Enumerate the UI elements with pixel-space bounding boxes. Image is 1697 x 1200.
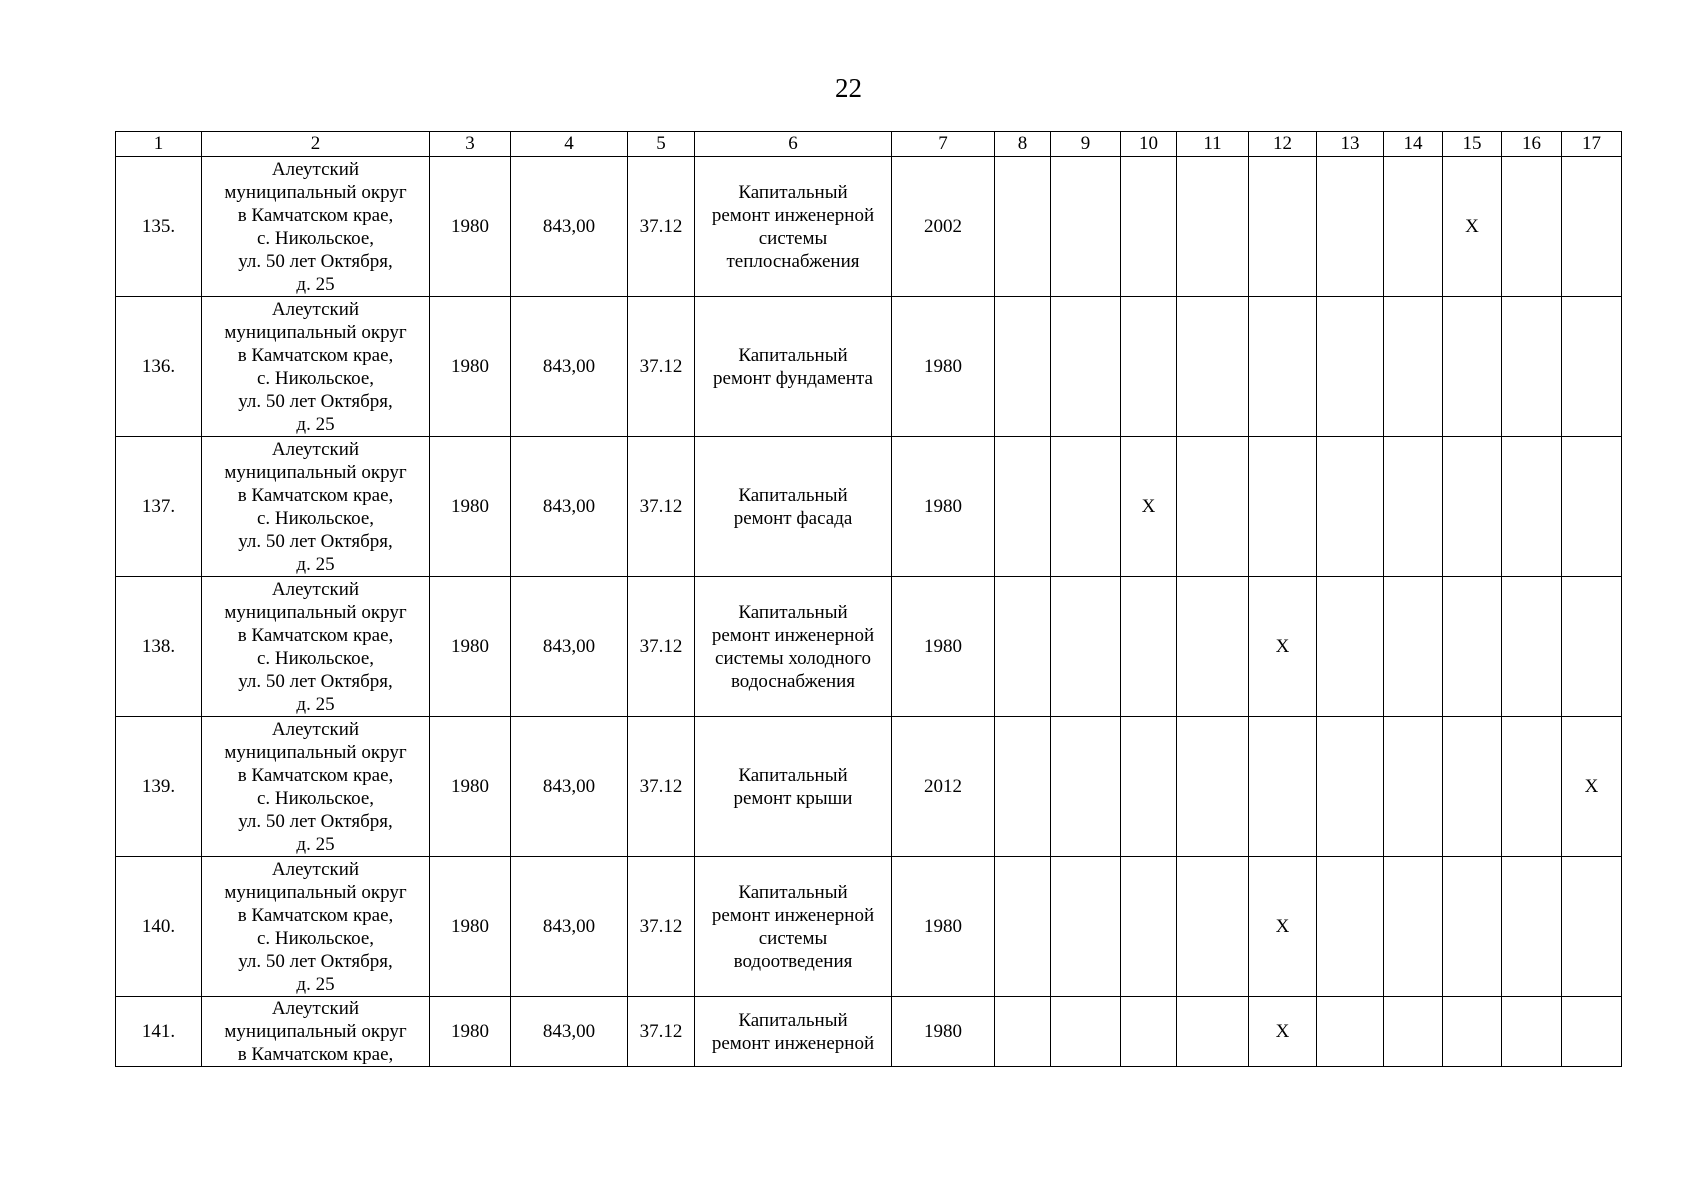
period-mark-cell <box>1502 717 1562 857</box>
repair-year-cell: 2012 <box>892 717 995 857</box>
period-mark-cell <box>1384 997 1443 1067</box>
work-type-cell-line: ремонт фундамента <box>713 367 873 389</box>
work-type-cell-line: Капитальный <box>738 601 848 623</box>
period-mark-cell <box>1384 297 1443 437</box>
period-mark-cell <box>1502 157 1562 297</box>
repair-year-cell: 1980 <box>892 997 995 1067</box>
period-mark-cell <box>1177 577 1249 717</box>
period-mark-cell: X <box>1121 437 1177 577</box>
area-cell: 843,00 <box>511 297 628 437</box>
work-type-cell-line: Капитальный <box>738 764 848 786</box>
address-cell-line: д. 25 <box>296 833 335 855</box>
period-mark-cell <box>1317 297 1384 437</box>
address-cell-line: Алеутский <box>271 998 360 1019</box>
repair-year-cell: 1980 <box>892 857 995 997</box>
address-cell-line: муниципальный округ <box>224 1021 407 1042</box>
period-mark-cell <box>1121 157 1177 297</box>
address-cell-line: в Камчатском крае, <box>237 904 394 926</box>
address-cell-line: с. Никольское, <box>256 507 375 529</box>
period-mark-cell <box>1384 157 1443 297</box>
period-mark-cell <box>1317 997 1384 1067</box>
work-type-cell-line: ремонт инженерной <box>711 1032 875 1054</box>
row-number-cell: 140. <box>116 857 202 997</box>
period-mark-cell <box>1384 717 1443 857</box>
column-number: 11 <box>1177 132 1249 157</box>
period-mark-cell <box>1384 577 1443 717</box>
period-mark-cell <box>1121 857 1177 997</box>
work-type-cell <box>695 577 892 717</box>
period-mark-cell <box>1177 717 1249 857</box>
work-type-cell <box>695 997 892 1067</box>
period-mark-cell <box>1317 157 1384 297</box>
period-mark-cell <box>995 437 1051 577</box>
row-number-cell: 141. <box>116 997 202 1067</box>
period-mark-cell <box>1502 577 1562 717</box>
column-number: 14 <box>1384 132 1443 157</box>
area-cell: 843,00 <box>511 717 628 857</box>
address-cell-line: Алеутский <box>271 298 360 320</box>
address-cell-line: с. Никольское, <box>256 647 375 669</box>
address-cell-line: ул. 50 лет Октября, <box>238 390 393 412</box>
period-mark-cell <box>1051 157 1121 297</box>
code-cell: 37.12 <box>628 997 695 1067</box>
area-cell: 843,00 <box>511 997 628 1067</box>
column-number-row <box>116 132 1622 157</box>
address-cell-line: с. Никольское, <box>256 927 375 949</box>
column-number: 3 <box>430 132 511 157</box>
period-mark-cell <box>995 717 1051 857</box>
period-mark-cell <box>995 297 1051 437</box>
period-mark-cell <box>1443 437 1502 577</box>
period-mark-cell <box>1443 997 1502 1067</box>
address-cell-line: с. Никольское, <box>256 367 375 389</box>
period-mark-cell <box>1502 297 1562 437</box>
address-cell-line: муниципальный округ <box>224 881 407 903</box>
repair-year-cell: 1980 <box>892 437 995 577</box>
period-mark-cell <box>1051 297 1121 437</box>
period-mark-cell <box>1121 297 1177 437</box>
table-row <box>116 857 1622 997</box>
period-mark-cell <box>1443 297 1502 437</box>
work-type-cell-line: Капитальный <box>738 1009 848 1031</box>
column-number: 12 <box>1249 132 1317 157</box>
period-mark-cell <box>1562 157 1622 297</box>
build-year-cell: 1980 <box>430 997 511 1067</box>
address-cell-line: в Камчатском крае, <box>237 204 394 226</box>
build-year-cell: 1980 <box>430 297 511 437</box>
table-row <box>116 157 1622 297</box>
address-cell-line: ул. 50 лет Октября, <box>238 810 393 832</box>
column-number: 10 <box>1121 132 1177 157</box>
address-cell <box>202 437 430 577</box>
address-cell <box>202 997 430 1067</box>
period-mark-cell <box>1317 857 1384 997</box>
address-cell-line: д. 25 <box>296 973 335 995</box>
period-mark-cell <box>1384 857 1443 997</box>
work-type-cell-line: водоснабжения <box>730 670 856 692</box>
table-body <box>116 157 1622 1067</box>
column-number: 6 <box>695 132 892 157</box>
address-cell <box>202 157 430 297</box>
period-mark-cell <box>1317 717 1384 857</box>
period-mark-cell <box>1317 437 1384 577</box>
period-mark-cell <box>1502 857 1562 997</box>
work-type-cell <box>695 157 892 297</box>
work-type-cell-line: ремонт крыши <box>733 787 853 809</box>
period-mark-cell <box>1177 997 1249 1067</box>
address-cell-line: Алеутский <box>271 438 360 460</box>
period-mark-cell <box>1051 857 1121 997</box>
address-cell-line: ул. 50 лет Октября, <box>238 530 393 552</box>
period-mark-cell <box>1121 717 1177 857</box>
period-mark-cell <box>1443 717 1502 857</box>
address-cell-line: Алеутский <box>271 858 360 880</box>
column-number: 1 <box>116 132 202 157</box>
work-type-cell-line: ремонт инженерной <box>711 904 875 926</box>
work-type-cell-line: Капитальный <box>738 181 848 203</box>
address-cell-line: муниципальный округ <box>224 321 407 343</box>
work-type-cell-line: ремонт инженерной <box>711 204 875 226</box>
address-cell-line: д. 25 <box>296 553 335 575</box>
address-cell-line: ул. 50 лет Октября, <box>238 950 393 972</box>
code-cell: 37.12 <box>628 577 695 717</box>
period-mark-cell <box>1562 437 1622 577</box>
code-cell: 37.12 <box>628 857 695 997</box>
column-number: 17 <box>1562 132 1622 157</box>
column-number: 8 <box>995 132 1051 157</box>
column-number: 5 <box>628 132 695 157</box>
row-number-cell: 138. <box>116 577 202 717</box>
period-mark-cell <box>1051 437 1121 577</box>
address-cell-line: ул. 50 лет Октября, <box>238 670 393 692</box>
column-number: 4 <box>511 132 628 157</box>
period-mark-cell <box>1384 437 1443 577</box>
address-cell-line: в Камчатском крае, <box>237 1044 394 1065</box>
period-mark-cell <box>1249 297 1317 437</box>
address-cell <box>202 577 430 717</box>
address-cell-line: с. Никольское, <box>256 227 375 249</box>
work-type-cell <box>695 437 892 577</box>
area-cell: 843,00 <box>511 577 628 717</box>
code-cell: 37.12 <box>628 437 695 577</box>
period-mark-cell: X <box>1249 997 1317 1067</box>
period-mark-cell <box>1562 577 1622 717</box>
table-row <box>116 437 1622 577</box>
period-mark-cell <box>1562 857 1622 997</box>
work-type-cell-line: системы <box>758 927 828 949</box>
code-cell: 37.12 <box>628 297 695 437</box>
period-mark-cell <box>995 157 1051 297</box>
period-mark-cell: X <box>1249 857 1317 997</box>
period-mark-cell <box>1051 997 1121 1067</box>
address-cell-line: в Камчатском крае, <box>237 344 394 366</box>
table-row <box>116 297 1622 437</box>
work-type-cell <box>695 297 892 437</box>
area-cell: 843,00 <box>511 437 628 577</box>
address-cell-line: муниципальный округ <box>224 181 407 203</box>
address-cell <box>202 717 430 857</box>
repair-year-cell: 1980 <box>892 577 995 717</box>
work-type-cell <box>695 857 892 997</box>
build-year-cell: 1980 <box>430 437 511 577</box>
column-number: 9 <box>1051 132 1121 157</box>
row-number-cell: 135. <box>116 157 202 297</box>
work-type-cell <box>695 717 892 857</box>
period-mark-cell <box>1562 997 1622 1067</box>
address-cell-line: Алеутский <box>271 718 360 740</box>
row-number-cell: 136. <box>116 297 202 437</box>
table-row <box>116 717 1622 857</box>
period-mark-cell: X <box>1562 717 1622 857</box>
address-cell-line: муниципальный округ <box>224 461 407 483</box>
work-type-cell-line: Капитальный <box>738 881 848 903</box>
code-cell: 37.12 <box>628 157 695 297</box>
table-row <box>116 997 1622 1067</box>
period-mark-cell <box>995 997 1051 1067</box>
period-mark-cell <box>1121 577 1177 717</box>
column-number: 2 <box>202 132 430 157</box>
build-year-cell: 1980 <box>430 717 511 857</box>
period-mark-cell <box>1051 577 1121 717</box>
period-mark-cell <box>1502 437 1562 577</box>
address-cell-line: д. 25 <box>296 273 335 295</box>
row-number-cell: 137. <box>116 437 202 577</box>
period-mark-cell <box>1249 157 1317 297</box>
address-cell <box>202 857 430 997</box>
period-mark-cell <box>1177 297 1249 437</box>
build-year-cell: 1980 <box>430 577 511 717</box>
page-number: 22 <box>835 73 862 103</box>
address-cell-line: в Камчатском крае, <box>237 484 394 506</box>
period-mark-cell: X <box>1443 157 1502 297</box>
period-mark-cell <box>1249 437 1317 577</box>
period-mark-cell <box>1121 997 1177 1067</box>
period-mark-cell <box>1502 997 1562 1067</box>
work-type-cell-line: ремонт инженерной <box>711 624 875 646</box>
work-type-cell-line: Капитальный <box>738 484 848 506</box>
work-type-cell-line: ремонт фасада <box>733 507 853 529</box>
address-cell-line: в Камчатском крае, <box>237 764 394 786</box>
work-type-cell-line: теплоснабжения <box>726 250 860 272</box>
address-cell-line: с. Никольское, <box>256 787 375 809</box>
address-cell-line: муниципальный округ <box>224 741 407 763</box>
build-year-cell: 1980 <box>430 157 511 297</box>
capital-repair-table <box>115 131 1622 1067</box>
area-cell: 843,00 <box>511 157 628 297</box>
repair-year-cell: 1980 <box>892 297 995 437</box>
work-type-cell-line: системы <box>758 227 828 249</box>
area-cell: 843,00 <box>511 857 628 997</box>
period-mark-cell <box>1051 717 1121 857</box>
row-number-cell: 139. <box>116 717 202 857</box>
period-mark-cell <box>1443 857 1502 997</box>
code-cell: 37.12 <box>628 717 695 857</box>
build-year-cell: 1980 <box>430 857 511 997</box>
period-mark-cell <box>1317 577 1384 717</box>
period-mark-cell <box>1443 577 1502 717</box>
period-mark-cell <box>995 577 1051 717</box>
address-cell-line: д. 25 <box>296 693 335 715</box>
period-mark-cell <box>995 857 1051 997</box>
address-cell-line: Алеутский <box>271 158 360 180</box>
address-cell-line: д. 25 <box>296 413 335 435</box>
period-mark-cell <box>1249 717 1317 857</box>
work-type-cell-line: системы холодного <box>715 647 871 669</box>
column-number: 7 <box>892 132 995 157</box>
period-mark-cell <box>1177 857 1249 997</box>
period-mark-cell <box>1177 157 1249 297</box>
address-cell-line: ул. 50 лет Октября, <box>238 250 393 272</box>
table-row <box>116 577 1622 717</box>
address-cell <box>202 297 430 437</box>
address-cell-line: муниципальный округ <box>224 601 407 623</box>
column-number: 13 <box>1317 132 1384 157</box>
period-mark-cell <box>1562 297 1622 437</box>
address-cell-line: в Камчатском крае, <box>237 624 394 646</box>
period-mark-cell <box>1177 437 1249 577</box>
work-type-cell-line: Капитальный <box>738 344 848 366</box>
work-type-cell-line: водоотведения <box>733 950 853 972</box>
repair-year-cell: 2002 <box>892 157 995 297</box>
column-number: 16 <box>1502 132 1562 157</box>
column-number: 15 <box>1443 132 1502 157</box>
period-mark-cell: X <box>1249 577 1317 717</box>
address-cell-line: Алеутский <box>271 578 360 600</box>
